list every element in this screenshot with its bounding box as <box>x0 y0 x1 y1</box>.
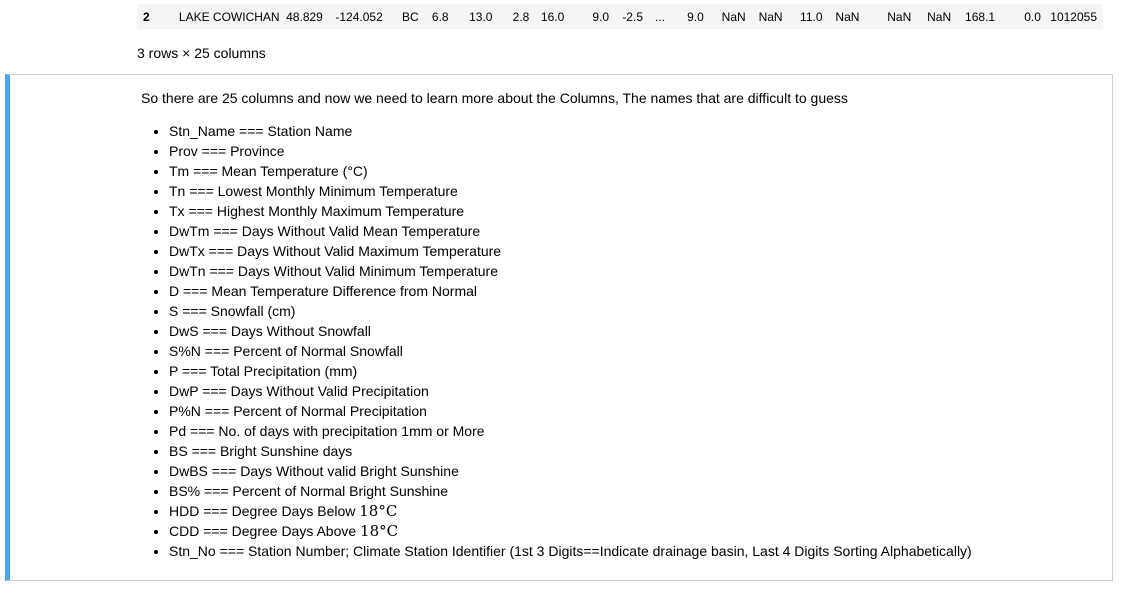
markdown-intro-text: So there are 25 columns and now we need to learn more about the Columns, The names that are difficult to guess <box>141 90 848 106</box>
table-cell: NaN <box>887 9 912 24</box>
dataframe-table <box>137 4 1103 29</box>
list-item: • P === Total Precipitation (mm) <box>169 361 972 381</box>
table-cell: 48.829 <box>286 9 323 24</box>
row-index-cell: 2 <box>143 9 150 24</box>
table-row <box>137 4 1103 29</box>
table-cell: 0.0 <box>1024 9 1041 24</box>
list-item: • DwTn === Days Without Valid Minimum Temperature <box>169 261 972 281</box>
table-cell: NaN <box>927 9 952 24</box>
table-cell: 13.0 <box>469 9 493 24</box>
list-item: • Tx === Highest Monthly Maximum Temperature <box>169 201 972 221</box>
math-expression: 18°C <box>360 522 399 540</box>
list-item: • Pd === No. of days with precipitation 1mm or More <box>169 421 972 441</box>
list-item: • Prov === Province <box>169 141 972 161</box>
list-item: • DwP === Days Without Valid Precipitation <box>169 381 972 401</box>
table-cell: LAKE COWICHAN <box>178 9 280 24</box>
markdown-cell[interactable] <box>5 74 1113 581</box>
table-cell: BC <box>401 9 419 24</box>
table-cell: NaN <box>721 9 746 24</box>
list-item: • DwTm === Days Without Valid Mean Temperature <box>169 221 972 241</box>
table-cell: -2.5 <box>622 9 643 24</box>
math-expression: 18°C <box>359 502 398 520</box>
table-cell: NaN <box>758 9 783 24</box>
list-item: • P%N === Percent of Normal Precipitation <box>169 401 972 421</box>
table-cell: 2.8 <box>512 9 530 24</box>
list-item: • DwTx === Days Without Valid Maximum Temperature <box>169 241 972 261</box>
list-item: • Stn_No === Station Number; Climate Station Identifier (1st 3 Digits==Indicate drainage basin, Last 4 Digits Sorting Alphabetically) <box>169 541 972 561</box>
output-area <box>0 0 1128 74</box>
table-cell: 6.8 <box>431 9 449 24</box>
list-item: • DwBS === Days Without valid Bright Sunshine <box>169 461 972 481</box>
table-cell: 11.0 <box>800 9 823 24</box>
column-glossary-list <box>141 121 972 561</box>
list-item: • BS === Bright Sunshine days <box>169 441 972 461</box>
table-cell: ... <box>654 9 665 24</box>
table-cell: 168.1 <box>965 9 996 24</box>
list-item: • CDD === Degree Days Above 18°C <box>169 521 972 541</box>
table-cell: NaN <box>835 9 860 24</box>
table-cell: 9.0 <box>687 9 704 24</box>
list-item: • S === Snowfall (cm) <box>169 301 972 321</box>
list-item: • Stn_Name === Station Name <box>169 121 972 141</box>
list-item: • D === Mean Temperature Difference from Normal <box>169 281 972 301</box>
table-cell: -124.052 <box>335 9 383 24</box>
list-item: • Tm === Mean Temperature (°C) <box>169 161 972 181</box>
list-item: • BS% === Percent of Normal Bright Sunshine <box>169 481 972 501</box>
list-item: • S%N === Percent of Normal Snowfall <box>169 341 972 361</box>
list-item: • Tn === Lowest Monthly Minimum Temperature <box>169 181 972 201</box>
dataframe-shape-caption: 3 rows × 25 columns <box>137 45 266 61</box>
table-cell: 1012055 <box>1050 9 1097 24</box>
table-cell: 16.0 <box>540 9 565 24</box>
list-item: • DwS === Days Without Snowfall <box>169 321 972 341</box>
list-item: • HDD === Degree Days Below 18°C <box>169 501 972 521</box>
table-cell: 9.0 <box>592 9 610 24</box>
